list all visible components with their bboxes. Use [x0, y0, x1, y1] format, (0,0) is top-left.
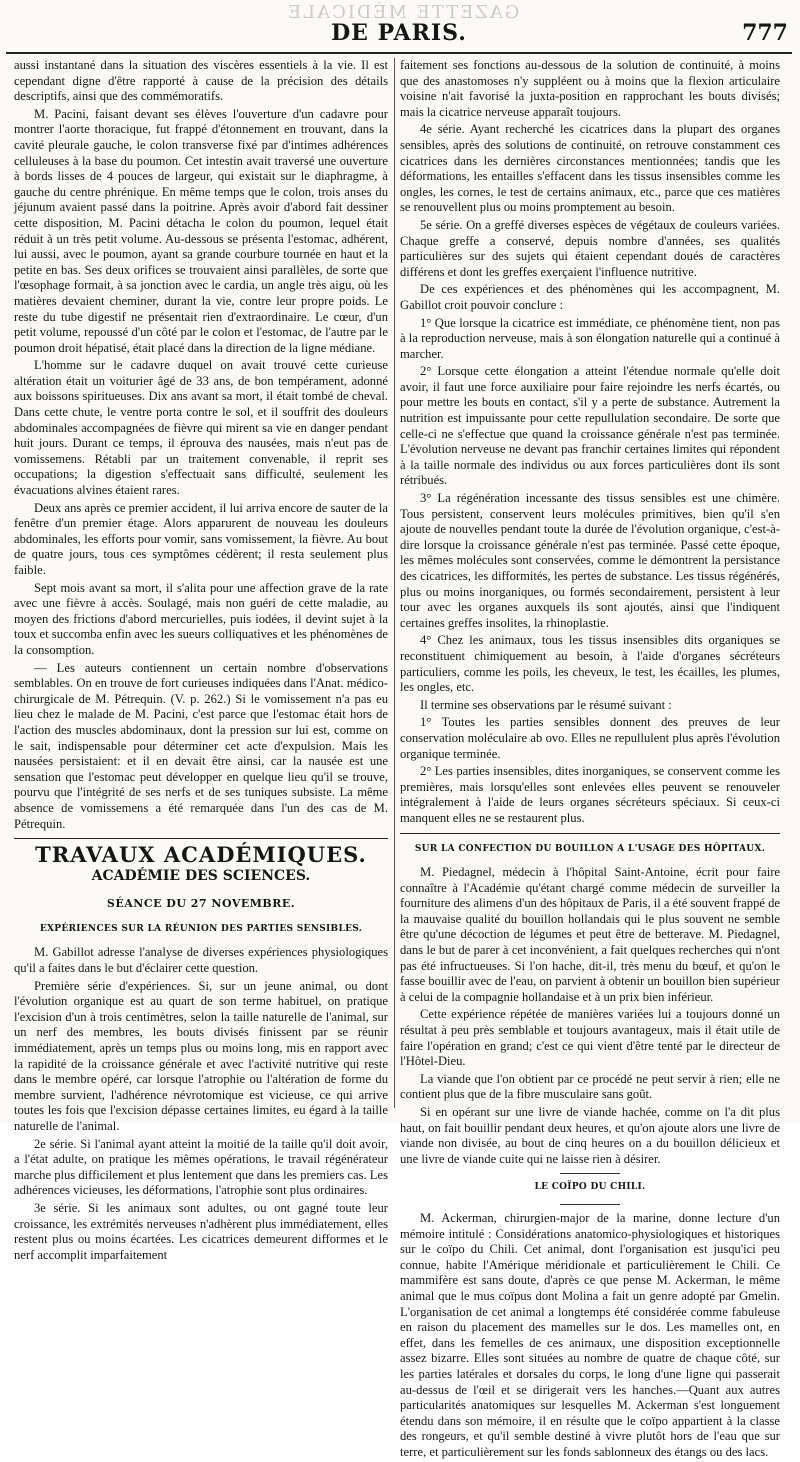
paragraph: Cette expérience répétée de manières variées lui a toujours donné un résultat à peu près semblable et toujours avantageux, mais il était utile de faire l'opération en grand; c'est ce qui vient d'être tenté par le directeur de l'Hôtel-Dieu.	[400, 1007, 780, 1069]
session-heading: SÉANCE DU 27 NOVEMBRE.	[106, 897, 296, 911]
paragraph: 4e série. Ayant recherché les cicatrices dans la plupart des organes sensibles, après des solutions de continuité, on retrouve constamment ces cicatrices dans les dernières circonstances mentionnées; tandis que les déformations, les entailles s'effacent dans les tissus insensibles comme les ongles, les cornes, le test de certains animaux, etc., parce que ces matières se renouvellent plus ou moins promptement au besoin.	[400, 122, 780, 215]
short-divider	[560, 1204, 620, 1205]
article-subheading: EXPÉRIENCES SUR LA RÉUNION DES PARTIES SENSIBLES.	[39, 923, 363, 934]
paragraph: M. Pacini, faisant devant ses élèves l'ouverture d'un cadavre pour montrer l'aorte thoracique, fut frappé d'étonnement en trouvant, dans la cavité pleurale gauche, le colon transverse fixé par d'intimes adhérences celluleuses à la base du poumon. Cet intestin avait traversé une ouverture à bords lisses de 4 pouces de largeur, qui existait sur le diaphragme, à gauche du centre phrénique. En même temps que le colon, trois anses du jéjunum avaient passé dans la poitrine. Après avoir d'abord fait dessiner cette disposition, M. Pacini détacha le colon du poumon, lequel était réduit à un très petit volume. Au-dessous se présenta l'estomac, adhérent, lui aussi, avec le poumon, ayant sa grande courbure tournée en haut et la petite en bas. Ses deux orifices se trouvaient ainsi parallèles, de sorte que l'œsophage formait, à sa jonction avec le cardia, un angle très aigu, où les matières devaient cheminer, durant la vie, contre leur propre poids. Le reste du tube digestif ne présentait rien d'extraordinaire. Le cœur, d'un petit volume, repoussé d'un côté par le colon et l'estomac, de l'autre par le poumon droit hépatisé, était placé dans la direction de la ligne médiane.	[14, 106, 388, 355]
page-header	[6, 2, 792, 54]
section-divider	[14, 838, 388, 839]
paragraph: — Les auteurs contiennent un certain nombre d'observations semblables. On en trouve de fort curieuses indiquées dans l'Anat. médico-chirurgicale de M. Pétrequin. (V. p. 262.) Si le vomissement n'a pas eu lieu chez le malade de M. Pacini, c'est parce que l'estomac était hors de l'action des muscles abdominaux, dont la pression sur lui est, comme on le sait, indispensable pour déterminer cet acte d'expulsion. Mais les nausées persistaient: et il en devait être ainsi, car la nausée est une sensation que l'estomac peut développer en quelque lieu qu'il se trouve, pourvu que l'intégrité de ses nerfs et de ses tuniques subsiste. La même absence de vomissemens a été remarquée dans l'un des cas de M. Pétrequin.	[14, 660, 388, 831]
paragraph: M. Piedagnel, médecin à l'hôpital Saint-Antoine, écrit pour faire connaître à l'Académie qu'étant chargé comme médecin de surveiller la fourniture des alimens d'un des hôpitaux de Paris, il a été souvent frappé de la mauvaise qualité du bouillon hollandais qui le plus souvent ne semble être qu'une décoction de légumes et peut être de betterave. M. Piedagnel, dans le but de parer à cet inconvénient, a fait quelques recherches qui n'ont pas été infructueuses. Si l'on hache, dit-il, très menu du bœuf, et qu'on le fasse bouillir avec de l'eau, on parvient à obtenir un bouillon bien supérieur à celui de la compagnie hollandaise et à un prix bien inférieur.	[400, 865, 780, 1004]
paragraph: Il termine ses observations par le résumé suivant :	[420, 697, 672, 712]
paragraph: faitement ses fonctions au-dessous de la solution de continuité, à moins que des anastomoses n'y suppléent ou à moins que la flexion articulaire voisine n'ait favorisé la juxta-position en rapprochant les bouts divisés; mais la cicatrice nerveuse apparaît toujours.	[400, 58, 780, 119]
right-column	[400, 58, 780, 1462]
article-subheading: SUR LA CONFECTION DU BOUILLON A L'USAGE DES HÔPITAUX.	[414, 843, 766, 854]
short-divider	[560, 1173, 620, 1174]
article-subheading: LE COÏPO DU CHILI.	[534, 1182, 646, 1193]
paragraph: 2e série. Si l'animal ayant atteint la moitié de la taille qu'il doit avoir, a l'état adulte, on pratique les mêmes opérations, le travail régénérateur marche plus difficilement et plus lentement que dans les premiers cas. Les adhérences vicieuses, les déformations, l'atrophie sont plus ordinaires.	[14, 1136, 388, 1198]
paragraph: L'homme sur le cadavre duquel on avait trouvé cette curieuse altération était un voiturier âgé de 33 ans, de bon tempérament, adonné aux boissons spiritueuses. Dix ans avant sa mort, il était tombé de cheval. Dans cette chute, le ventre porta contre le sol, et il souffrit des douleurs abdominales accompagnées de fièvre qui mirent sa vie en danger pendant huit jours. Durant ce temps, il éprouva des nausées, mais n'eut pas de vomissemens. Rétabli par un traitement convenable, il reprit ses occupations; la digestion s'effectuait sans difficulté, seulement les évacuations alvines étaient rares.	[14, 358, 388, 498]
paragraph: M. Gabillot adresse l'analyse de diverses expériences physiologiques qu'il a faites dans le but d'éclairer cette question.	[14, 945, 388, 976]
paragraph: La viande que l'on obtient par ce procédé ne peut servir à rien; elle ne contient plus que de la fibre musculaire sans goût.	[400, 1071, 780, 1102]
paragraph: De ces expériences et des phénomènes qui les accompagnent, M. Gabillot croit pouvoir conclure :	[400, 282, 780, 312]
paragraph: M. Ackerman, chirurgien-major de la marine, donne lecture d'un mémoire intitulé : Considérations anatomico-physiologiques et historiques sur le coïpo du Chili. Cet animal, dont l'organisation est jusqu'ici peu connue, habite l'Amérique méridionale et particulièrement le Chili. Ce mammifère est sans doute, d'après ce que pense M. Ackerman, le même animal que le mus coïpus dont Molina a fait un genre adopté par Gmelin. L'organisation de cet animal a longtemps été considérée comme fabuleuse en raison du placement des mamelles sur le dos. Les mamelles ont, en effet, dans les femelles de ces animaux, une disposition exceptionnelle assez bizarre. Elles sont situées au nombre de quatre de chaque côté, sur les parties latérales et dorsales du corps, le long d'une ligne qui passerait au-dessus de l'œil et se dirigerait vers les hanches.—Quant aux autres particularités anatomiques sur lesquelles M. Ackerman s'est longuement étendu dans son mémoire, il en résulte que le coïpo appartient à la classe des rongeurs, et qu'il semble destiné à vivre plutôt hors de l'eau que sur terre, et particulièrement sur les fonds sablonneux des étangs ou des lacs.	[400, 1210, 780, 1459]
paragraph: 2° Lorsque cette élongation a atteint l'étendue normale qu'elle doit avoir, il faut une force auxiliaire pour faire rejoindre les nerfs écartés, ou pour mettre les bouts en contact, s'il y a perte de substance. Autrement la nutrition est impuissante pour cette repullulation secondaire. De sorte que celle-ci ne s'effectue que quand la croissance générale n'est pas terminée. L'évolution nerveuse ne devant pas franchir certaines limites qui répondent à la taille normale des individus ou aux forces particulières dont ils sont rétribués.	[400, 364, 780, 488]
paragraph: 1° Que lorsque la cicatrice est immédiate, ce phénomène tient, non pas à la reproduction nerveuse, mais à son élongation naturelle qui a continué à marcher.	[400, 315, 780, 361]
paragraph: 1° Toutes les parties sensibles donnent des preuves de leur conservation moléculaire ab ovo. Elles ne repullulent plus après l'évolution organique terminée.	[400, 715, 780, 761]
paragraph: 3e série. Si les animaux sont adultes, ou ont gagné toute leur croissance, les extrémités nerveuses n'adhèrent plus immédiatement, elles restent plus ou moins écartées. Les cicatrices demeurent difformes et le nerf accomplit imparfaitement	[14, 1200, 388, 1262]
bleed-through-text: GAZETTE MÉDICALE	[286, 2, 520, 23]
paragraph: aussi instantané dans la situation des viscères essentiels à la vie. Il est cependant digne d'être rapporté à cause de la précision des détails descriptifs, ainsi que des commémoratifs.	[14, 58, 388, 104]
column-divider	[394, 58, 395, 1108]
section-divider	[400, 833, 780, 834]
left-column	[14, 58, 388, 1265]
paragraph: 3° La régénération incessante des tissus sensibles est une chimère. Tous persistent, conservent leurs molécules primitives, bien qu'il s'en ajoute de nouvelles pendant toute la durée de l'évolution organique, c'est-à-dire lorsque la croissance générale n'est pas terminée. Passé cette époque, les mêmes molécules sont conservées, comme le démontrent la persistance des cicatrices, les difformités, les pertes de substance. Les tissus régénérés, plus ou moins inorganiques, ou formés secondairement, persistent à leur tour avec les organes auxquels ils sont ajoutés, ainsi que l'indiquent certaines greffes insolites, la rhinoplastie.	[400, 491, 780, 630]
paragraph: Deux ans après ce premier accident, il lui arriva encore de sauter de la fenêtre d'un premier étage. Alors apparurent de nouveau les douleurs abdominales, les efforts pour vomir, sans vomissement, la fièvre. Au bout de quatre jours, tous ces symptômes cédèrent; il resta seulement plus faible.	[14, 500, 388, 577]
section-title: TRAVAUX ACADÉMIQUES.	[35, 842, 367, 868]
academy-heading: ACADÉMIE DES SCIENCES.	[91, 867, 311, 884]
running-title: DE PARIS.	[331, 20, 467, 46]
paragraph: Si en opérant sur une livre de viande hachée, comme on l'a dit plus haut, on fait bouillir pendant deux heures, et qu'on ajoute alors une livre de viande non divisée, au bout de cinq heures on a du bouillon délicieux et une livre de viande cuite qui ne laisse rien à désirer.	[400, 1105, 780, 1166]
page-number: 777	[742, 20, 788, 46]
paragraph: 2° Les parties insensibles, dites inorganiques, se conservent comme les premières, mais lorsqu'elles sont enlevées elles peuvent se renouveler intégralement à l'aide de leurs organes sécréteurs spéciaux. Si ceux-ci manquent elles ne se restaurent plus.	[400, 764, 780, 825]
paragraph: Première série d'expériences. Si, sur un jeune animal, ou dont l'évolution organique est au quart de son terme habituel, on pratique l'excision d'un à trois centimètres, selon la taille naturelle de l'animal, sur un nerf des membres, les bouts divisés finissent par se réunir immédiatement, après un temps plus ou moins long, mis en rapport avec la rapidité de la croissance générale et avec l'activité nutritive qui reste dans le membre opéré, car lorsque l'atrophie ou l'altération de forme du membre survient, l'adhérence névrotomique est vicieuse, ce qui arrive toutes les fois que l'excision dépasse certaines limites, eu égard à la taille naturelle de l'animal.	[14, 978, 388, 1133]
paragraph: Sept mois avant sa mort, il s'alita pour une affection grave de la rate avec une fièvre à accès. Soulagé, mais non guéri de cette maladie, au moyen des frictions d'abord mercurielles, puis iodées, il devint sujet à la toux et succomba enfin avec les sueurs colliquatives et les phénomènes de la consomption.	[14, 580, 388, 657]
paragraph: 5e série. On a greffé diverses espèces de végétaux de couleurs variées. Chaque greffe a conservé, depuis nombre d'années, ses qualités particulières sur des sujets qui étaient cependant doués de caractères différens et dont les greffes exerçaient l'influence nutritive.	[400, 217, 780, 279]
paragraph: 4° Chez les animaux, tous les tissus insensibles dits organiques se reconstituent chimiquement au besoin, à l'aide d'organes sécréteurs particuliers, comme les poils, les cheveux, le test, les écailles, les plumes, les ongles, etc.	[400, 633, 780, 695]
